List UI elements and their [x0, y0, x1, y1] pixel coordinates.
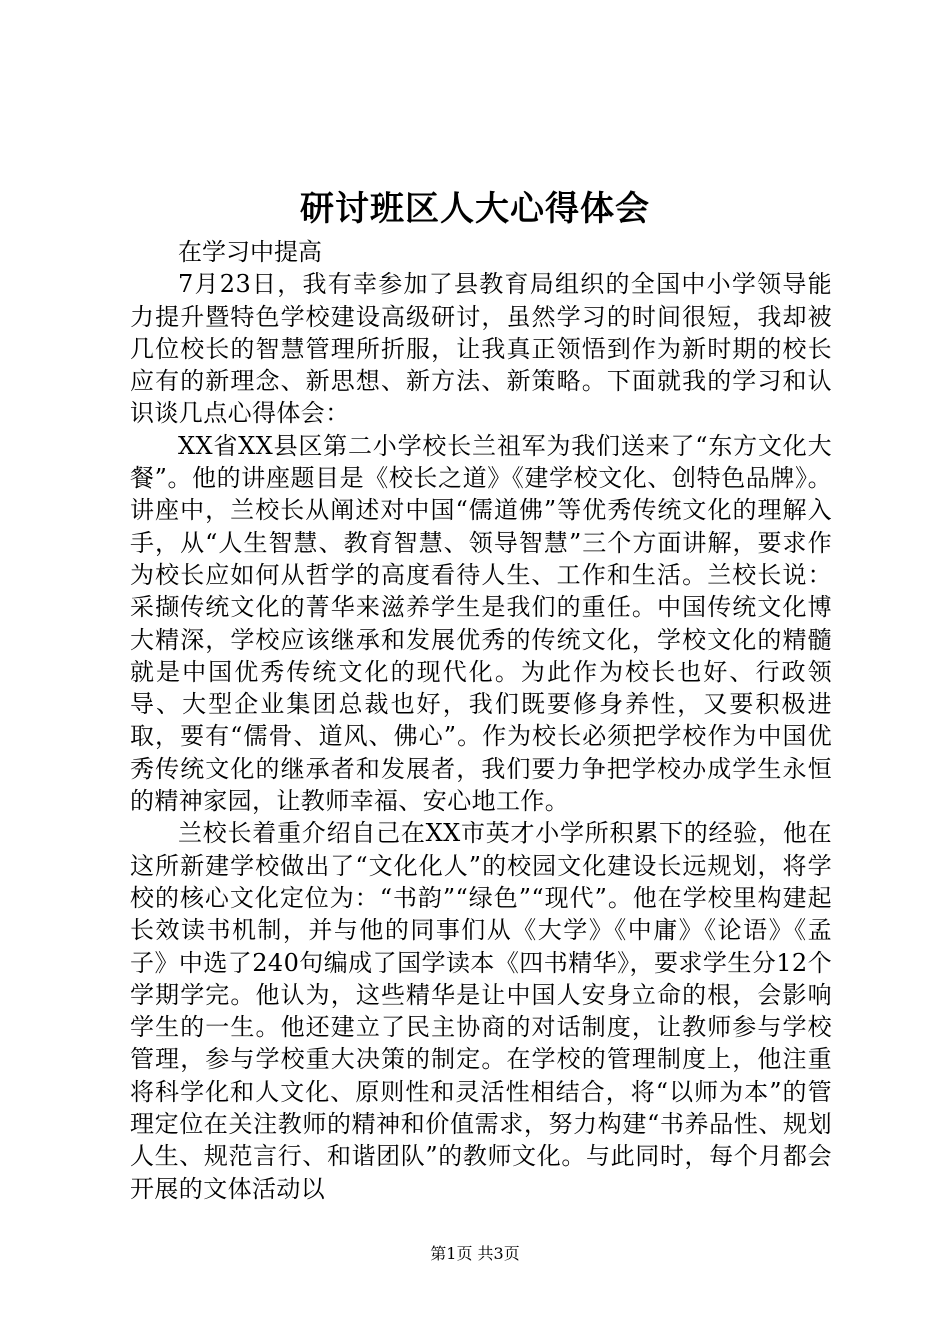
paragraph-2: XX省XX县区第二小学校长兰祖军为我们送来了“东方文化大餐”。他的讲座题目是《校长之道》《建学校文化、创特色品牌》。讲座中，兰校长从阐述对中国“儒道佛”等优秀传统文化的理解入手，从“人生智慧、教育智慧、领导智慧”三个方面讲解，要求作为校长应如何从哲学的高度看待人生、工作和生活。兰校长说：采撷传统文化的菁华来滋养学生是我们的重任。中国传统文化博大精深，学校应该继承和发展优秀的传统文化，学校文化的精髓就是中国优秀传统文化的现代化。为此作为校长也好、行政领导、大型企业集团总裁也好，我们既要修身养性，又要积极进取，要有“儒骨、道风、佛心”。作为校长必须把学校作为中国优秀传统文化的继承者和发展者，我们要力争把学校办成学生永恒的精神家园，让教师幸福、安心地工作。 — [130, 431, 832, 816]
document-subtitle: 在学习中提高 — [178, 238, 322, 266]
paragraph-1: 7月23日，我有幸参加了县教育局组织的全国中小学领导能力提升暨特色学校建设高级研讨，虽然学习的时间很短，我却被几位校长的智慧管理所折服，让我真正领悟到作为新时期的校长应有的新理念、新思想、新方法、新策略。下面就我的学习和认识谈几点心得体会： — [130, 270, 832, 428]
document-title: 研讨班区人大心得体会 — [300, 189, 650, 229]
paragraph-3: 兰校长着重介绍自己在XX市英才小学所积累下的经验，他在这所新建学校做出了“文化化人”的校园文化建设长远规划，将学校的核心文化定位为：“书韵”“绿色”“现代”。他在学校里构建起长效读书机制，并与他的同事们从《大学》《中庸》《论语》《孟子》中选了240句编成了国学读本《四书精华》，要求学生分12个学期学完。他认为，这些精华是让中国人安身立命的根，会影响学生的一生。他还建立了民主协商的对话制度，让教师参与学校管理，参与学校重大决策的制定。在学校的管理制度上，他注重将科学化和人文化、原则性和灵活性相结合，将“以师为本”的管理定位在关注教师的精神和价值需求，努力构建“书养品性、规划人生、规范言行、和谐团队”的教师文化。与此同时，每个月都会开展的文体活动以 — [130, 819, 832, 1203]
document-body — [130, 236, 832, 1205]
page-footer — [0, 1243, 950, 1265]
page-number: 第1页 共3页 — [430, 1244, 520, 1263]
